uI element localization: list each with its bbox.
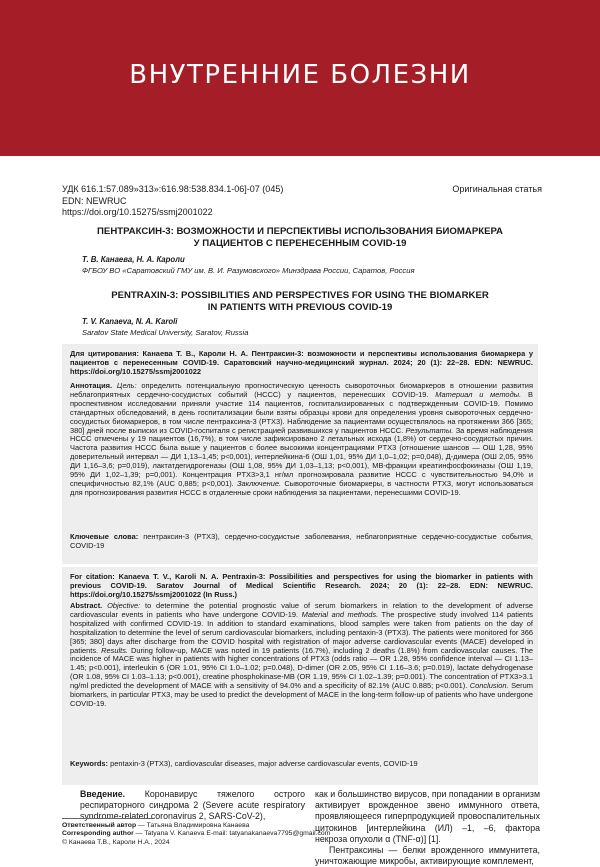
intro-heading: Введение. bbox=[80, 789, 126, 799]
citation-en bbox=[70, 573, 533, 600]
corresponding-ru-label: Ответственный автор bbox=[62, 822, 137, 829]
affiliation-ru: ФГБОУ ВО «Саратовский ГМУ им. В. И. Разумовского» Минздрава России, Саратов, Россия bbox=[82, 266, 415, 275]
footnote-rule bbox=[62, 818, 152, 819]
udk-code: УДК 616.1:57.089»313»:616.98:538.834.1-06]-07 (045) bbox=[62, 184, 284, 194]
corresponding-author-en bbox=[62, 830, 330, 838]
title-en-line2: IN PATIENTS WITH PREVIOUS COVID-19 bbox=[207, 302, 393, 314]
body-paragraph-2: Пентраксины — белки врожденного иммунитета, уничтожающие микробы, активирующие комплемент, bbox=[315, 845, 540, 867]
aim-ru-label: Цель: bbox=[116, 381, 137, 390]
article-identifiers bbox=[62, 184, 283, 219]
keywords-ru-label: Ключевые слова: bbox=[70, 532, 139, 541]
title-ru-line1: ПЕНТРАКСИН-3: ВОЗМОЖНОСТИ И ПЕРСПЕКТИВЫ ИСПОЛЬЗОВАНИЯ БИОМАРКЕРА bbox=[97, 226, 503, 237]
keywords-ru bbox=[70, 533, 533, 551]
intro-text: Коронавирус тяжелого острого респираторного синдрома 2 (Severe acute respiratory syndrome-related coronavirus 2, SARS-CoV-2), bbox=[80, 789, 305, 822]
citation-ru-label: Для цитирования: bbox=[70, 349, 139, 358]
body-paragraph-1: как и большинство вирусов, при попадании в организм активирует врожденное звено иммунного ответа, проявляющееся гиперпродукцией провоспалительных цитокинов [интерлейкина (ИЛ) –1, –6, фактора некроза опухоли α (TNF-α)] [1]. bbox=[315, 789, 540, 844]
corresponding-en-label: Corresponding author bbox=[62, 830, 134, 837]
doi-link[interactable]: https://doi.org/10.15275/ssmj2001022 bbox=[62, 207, 213, 218]
conclusion-ru-label: Заключение. bbox=[236, 478, 282, 488]
aim-ru: определить потенциальную прогностическую ценность сывороточных биомаркеров в отношении развития неблагоприятных сердечно-сосудистых событий (НССС) у пациентов, перенесших COVID-19. bbox=[70, 381, 533, 399]
results-en-label: Results. bbox=[101, 645, 128, 655]
results-en: During follow-up, MACE was noted in 19 patients (16.7%), including 2 deaths (1.8%) from cardiovascular causes. The incidence of MACE was higher in patients with higher concentrations of PTX3 (odds ratio — OR 1.28, 95% confidence interval — CI 1.13–1.45; p<0.001), interleukin 6 (OR 1.01, 95% CI 1.0–1.02; p=0.048), D-dimer (OR 2.05, 95% CI 1.16–3.6; p=0.019), lactate dehydrogenase (OR 1.08, 95% CI 1.03–1.13; p<0.001), creatine phosphokinase-MB (OR 1.19, 95% CI 1.02–1.39; p=0.001). The concentration of PTX3>3.1 ng/ml predicted the development of MACE with a sensitivity of 94.0% and a specificity of 82.1% (AUC 0.885; p<0.001). bbox=[70, 645, 533, 691]
title-en bbox=[62, 290, 538, 314]
keywords-en-text: pentaxin-3 (PTX3), cardiovascular diseases, major adverse cardiovascular events, COVID-19 bbox=[110, 759, 418, 768]
title-ru bbox=[62, 226, 538, 250]
corresponding-author-ru bbox=[62, 822, 249, 830]
copyright: © Канаева Т.В., Кароли Н.А., 2024 bbox=[62, 839, 170, 846]
email[interactable]: E-mail: tatyanakanaeva7795@gmail.com bbox=[206, 830, 331, 837]
authors-en: T. V. Kanaeva, N. A. Karoli bbox=[82, 317, 178, 326]
keywords-en bbox=[70, 760, 533, 769]
abstract-ru bbox=[70, 382, 533, 498]
abstract-en-label: Abstract. bbox=[70, 601, 103, 610]
citation-en-label: For citation: bbox=[70, 572, 115, 581]
results-ru-label: Результаты. bbox=[405, 425, 454, 435]
abstract-en bbox=[70, 602, 533, 709]
citation-en-text: Kanaeva T. V., Karoli N. A. Pentraxin-3: Possibilities and perspectives for using the biomarker in patients with previous COVID-19. Saratov Journal of Medical Scientific Research. 2024; 20 (1): 22–28. EDN: NEWRUC. https://doi.org/10.15275/ssmj2001022 (In Russ.) bbox=[70, 572, 533, 599]
corresponding-en-name: — Tatyana V. Kanaeva bbox=[135, 830, 205, 837]
body-right-column bbox=[315, 789, 540, 867]
corresponding-ru-name: — Татьяна Владимировна Канаева bbox=[138, 822, 250, 829]
conclusion-en-label: Conclusion. bbox=[469, 681, 509, 691]
article-type: Оригинальная статья bbox=[452, 184, 542, 194]
methods-ru: В проспективном исследовании приняли участие 114 пациентов, госпитализированных с подтвержденным COVID-19. Помимо стандартных обследований, в день госпитализации были взяты образцы крови для определения уровня сывороточных сердечно-сосудистых биомаркеров, в том числе пентраксина-3 (PTX3). Наблюдение за пациентами осуществлялось на протяжении 366 [365; 380] дней после выписки из COVID-госпиталя с регистрацией развившихся у пациентов НССС. bbox=[70, 389, 533, 435]
objective-en-label: Objective: bbox=[107, 601, 141, 610]
abstract-ru-label: Аннотация. bbox=[70, 381, 113, 390]
conclusion-ru: Сывороточные биомаркеры, в частности PTX3, могут использоваться для прогнозирования развития НССС в отдаленные сроки наблюдения за пациентами, перенесшими COVID-19. bbox=[70, 478, 533, 497]
section-title: ВНУТРЕННИЕ БОЛЕЗНИ bbox=[129, 60, 471, 90]
authors-ru: Т. В. Канаева, Н. А. Кароли bbox=[82, 255, 185, 264]
methods-en: The prospective study involved 114 patients hospitalized with confirmed COVID-19. In addition to standard examinations, blood samples were taken from patients on the day of hospitalization to determine the level of serum cardiovascular biomarkers, including pentaxin-3 (PTX3). The patients were monitored for 366 [365; 380] days after discharge from the COVID hospital with registration of major adverse cardiovascular events (MACE) developed in patients. bbox=[70, 609, 533, 655]
keywords-ru-text: пентраксин-3 (PTX3), сердечно-сосудистые заболевания, неблагоприятные сердечно-сосудистые события, COVID-19 bbox=[70, 532, 533, 550]
methods-ru-label: Материал и методы. bbox=[435, 389, 522, 399]
citation-ru-text: Канаева Т. В., Кароли Н. А. Пентраксин-3: возможности и перспективы использования биомаркера у пациентов с перенесенным COVID-19. Саратовский научно-медицинский журнал. 2024; 20 (1): 22–28. EDN: NEWRUC. https://doi.org/10.15275/ssmj2001022 bbox=[70, 349, 533, 376]
affiliation-en: Saratov State Medical University, Saratov, Russia bbox=[82, 328, 249, 337]
title-en-line1: PENTRAXIN-3: POSSIBILITIES AND PERSPECTIVES FOR USING THE BIOMARKER bbox=[111, 290, 489, 301]
edn-code: EDN: NEWRUC bbox=[62, 195, 127, 206]
methods-en-label: Material and methods. bbox=[301, 609, 379, 619]
conclusion-en: Serum biomarkers, in particular PTX3, may be used to predict the development of MACE in the long-term follow-up of patients who have undergone COVID-19. bbox=[70, 681, 533, 708]
objective-en: to determine the potential prognostic value of serum biomarkers in relation to the development of adverse cardiovascular events in patients who have undergone COVID-19. bbox=[70, 601, 533, 619]
journal-section-banner bbox=[0, 0, 600, 156]
citation-ru bbox=[70, 350, 533, 377]
keywords-en-label: Keywords: bbox=[70, 759, 109, 768]
results-ru: За время наблюдения НССС отмечены у 19 пациентов (16,7%), в том числе зафиксировано 2 летальных исхода (1,8%) от сердечно-сосудистых причин. Частота развития НССС была выше у пациентов с более высокими концентрациями PTX3 (отношение шансов — ОШ 1,28, 95% доверительный интервал — ДИ 1,13–1,45; p<0,001), интерлейкина-6 (ОШ 1,01, 95% ДИ 1,0–1,02; p=0,048), Д-димера (ОШ 2,05, 95% ДИ 1,16–3,6; p=0,019), лактатдегидрогеназы (ОШ 1,08, 95% ДИ 1,03–1,13; p<0,001), МВ-фракции креатинфосфокиназы (ОШ 1,19, 95% ДИ 1,02–1,39; p=0,001). Концентрация PTX3>3,1 нг/мл прогнозировала развитие НССС с чувствительностью 94,0% и специфичностью 82,1% (AUC 0,885; p<0,001). bbox=[70, 425, 533, 488]
title-ru-line2: У ПАЦИЕНТОВ С ПЕРЕНЕСЕННЫМ COVID-19 bbox=[193, 238, 407, 250]
